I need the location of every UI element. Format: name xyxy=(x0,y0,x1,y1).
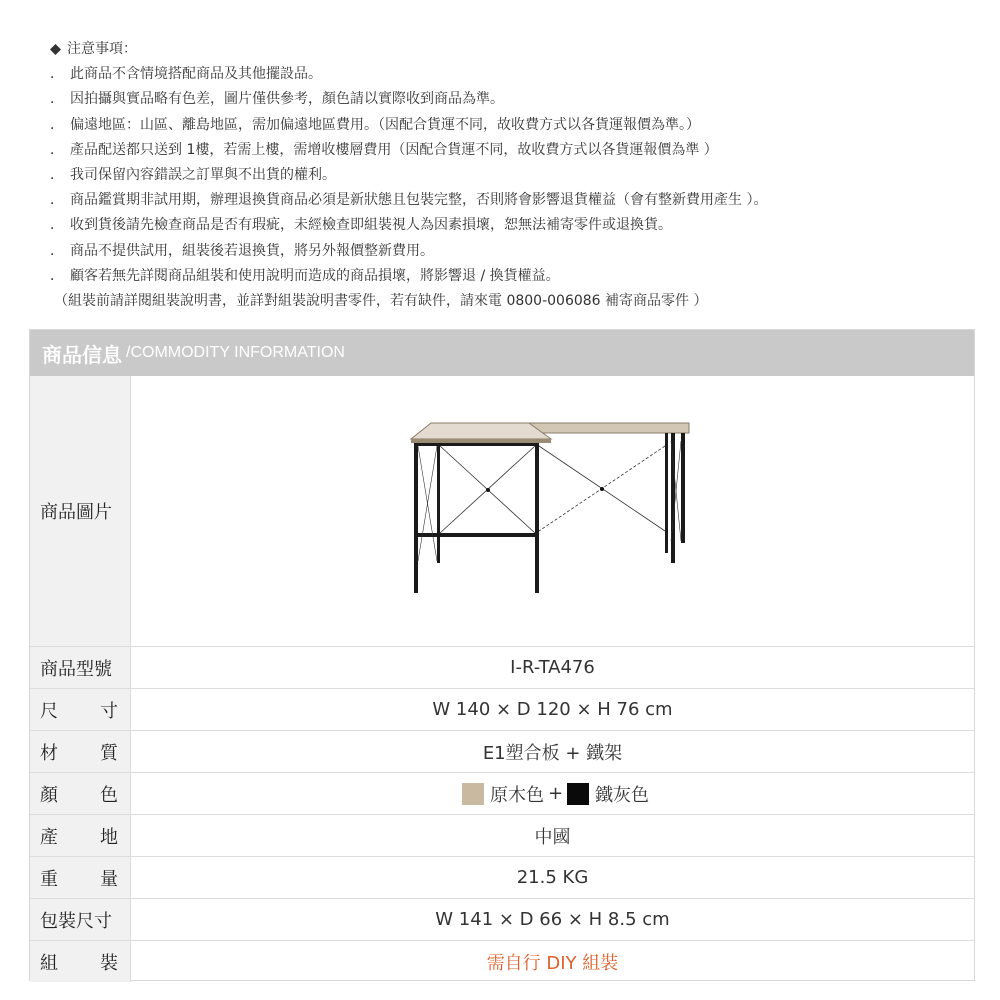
label-color xyxy=(30,773,131,814)
iron-gray-color-swatch xyxy=(567,783,589,805)
notes-section xyxy=(50,37,980,314)
note-text: 此商品不含情境搭配商品及其他擺設品。 xyxy=(70,66,322,83)
label-size-b: 寸 xyxy=(100,700,118,722)
note-text: 收到貨後請先檢查商品是否有瑕疵，未經檢查即組裝視人為因素損壞，恕無法補寄零件或退換貨。 xyxy=(70,217,672,234)
label-weight-b: 量 xyxy=(100,868,118,890)
value-color xyxy=(131,773,974,814)
label-size-a: 尺 xyxy=(40,700,58,722)
row-package xyxy=(30,898,974,940)
note-item xyxy=(50,62,980,87)
label-origin-b: 地 xyxy=(100,826,118,848)
value-origin: 中國 xyxy=(534,826,571,848)
value-package: W 141 × D 66 × H 8.5 cm xyxy=(435,909,670,930)
color2-name: 鐵灰色 xyxy=(595,784,650,806)
note-text: 產品配送都只送到 1樓，若需上樓，需增收樓層費用（因配合貨運不同，故收費方式以各貨運報價為準 ） xyxy=(70,141,718,158)
label-origin-a: 產 xyxy=(40,826,58,848)
row-weight xyxy=(30,856,974,898)
label-assembly xyxy=(30,941,131,982)
product-image-cell xyxy=(131,376,974,646)
value-weight: 21.5 KG xyxy=(516,867,589,888)
note-item xyxy=(50,188,980,213)
label-assembly-a: 組 xyxy=(40,952,58,974)
wood-color-swatch xyxy=(462,783,484,805)
note-text: 顧客若無先詳閱商品組裝和使用說明而造成的商品損壞，將影響退 / 換貨權益。 xyxy=(70,267,560,284)
label-origin xyxy=(30,815,131,856)
label-model: 商品型號 xyxy=(30,647,131,688)
row-material xyxy=(30,730,974,772)
note-text: 偏遠地區：山區、離島地區，需加偏遠地區費用。（因配合貨運不同，故收費方式以各貨運報價為準。） xyxy=(70,116,700,133)
note-bullet: ． xyxy=(50,91,64,108)
row-color xyxy=(30,772,974,814)
note-item xyxy=(50,87,980,112)
note-bullet: ． xyxy=(50,116,64,133)
label-weight xyxy=(30,857,131,898)
value-assembly: 需自行 DIY 組裝 xyxy=(486,952,619,974)
note-bullet: ． xyxy=(50,141,64,158)
value-model: I-R-TA476 xyxy=(510,657,595,678)
row-origin xyxy=(30,814,974,856)
color1-name: 原木色 xyxy=(489,784,544,806)
note-bullet: ． xyxy=(50,192,64,209)
value-material: E1塑合板 + 鐵架 xyxy=(482,742,623,764)
note-item xyxy=(50,239,980,264)
note-text: 因拍攝與實品略有色差，圖片僅供參考，顏色請以實際收到商品為準。 xyxy=(70,91,504,108)
label-color-b: 色 xyxy=(100,784,118,806)
note-text: 我司保留內容錯誤之訂單與不出貨的權利。 xyxy=(70,167,336,184)
row-assembly xyxy=(30,940,974,982)
color-plus: + xyxy=(547,783,564,804)
label-product-image: 商品圖片 xyxy=(30,376,131,646)
label-package: 包裝尺寸 xyxy=(30,899,131,940)
info-title-en: /COMMODITY INFORMATION xyxy=(126,344,345,361)
note-bullet: ． xyxy=(50,267,64,284)
note-item xyxy=(50,113,980,138)
label-size xyxy=(30,689,131,730)
label-material-a: 材 xyxy=(40,742,58,764)
note-bullet: ． xyxy=(50,167,64,184)
note-bullet: ． xyxy=(50,217,64,234)
commodity-info-table xyxy=(29,329,975,981)
note-item xyxy=(50,138,980,163)
notes-list xyxy=(50,62,980,289)
label-color-a: 顏 xyxy=(40,784,58,806)
label-assembly-b: 裝 xyxy=(100,952,118,974)
info-header xyxy=(30,330,974,376)
diamond-bullet-icon xyxy=(50,44,61,55)
note-bullet: ． xyxy=(50,242,64,259)
label-material xyxy=(30,731,131,772)
value-size: W 140 × D 120 × H 76 cm xyxy=(432,699,673,720)
label-material-b: 質 xyxy=(100,742,118,764)
label-weight-a: 重 xyxy=(40,868,58,890)
note-text: 商品不提供試用，組裝後若退換貨，將另外報價整新費用。 xyxy=(70,242,434,259)
note-item xyxy=(50,264,980,289)
row-product-image xyxy=(30,376,974,646)
note-item xyxy=(50,213,980,238)
l-shaped-desk-image xyxy=(403,411,703,611)
note-bullet: ． xyxy=(50,66,64,83)
row-model xyxy=(30,646,974,688)
info-title-zh: 商品信息 xyxy=(42,342,122,367)
note-text: 商品鑑賞期非試用期，辦理退換貨商品必須是新狀態且包裝完整，否則將會影響退貨權益（會有整新費用產生 ）。 xyxy=(70,192,768,209)
notes-footer: （組裝前請詳閱組裝說明書，並詳對組裝說明書零件，若有缺件，請來電 0800-006086 補寄商品零件 ） xyxy=(54,293,708,310)
notes-title: 注意事項： xyxy=(67,41,137,57)
note-item xyxy=(50,163,980,188)
notes-title-row xyxy=(50,37,980,62)
row-size xyxy=(30,688,974,730)
